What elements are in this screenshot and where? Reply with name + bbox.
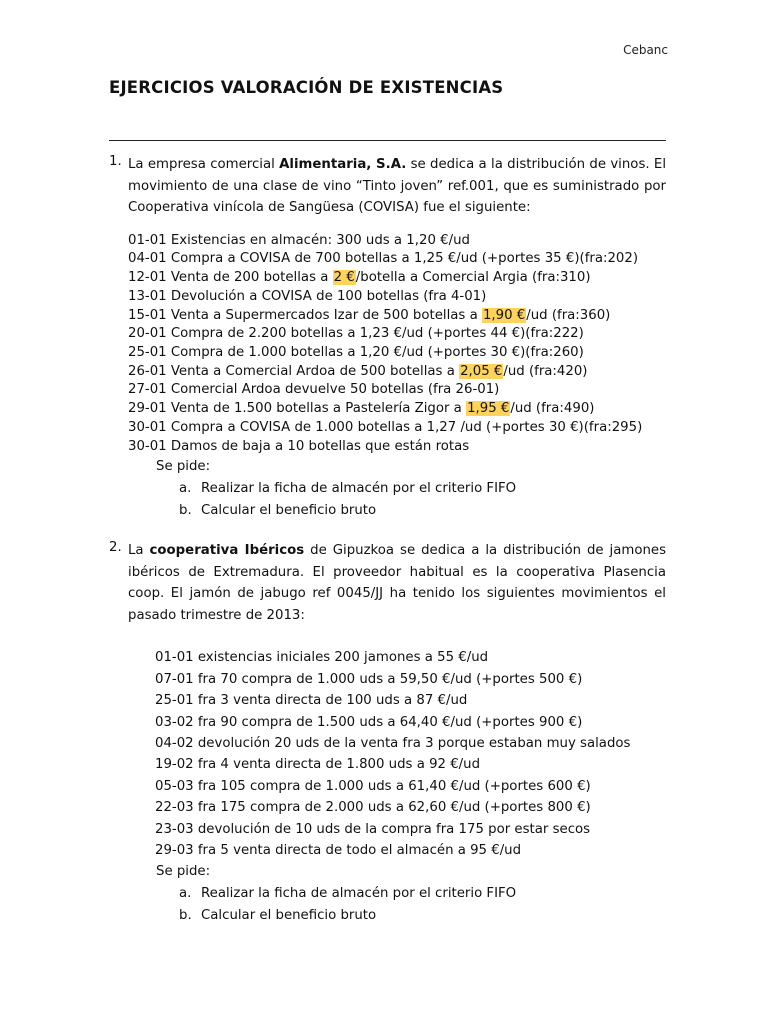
movement-text-end: /botella a Comercial Argia (fra:310) — [355, 270, 591, 286]
intro-text: se dedica a la distribución de vinos. El movimiento de una clase de vino “Tinto joven” ref.001, que es suministrado por Cooperativa vinícola de Sangüesa (COVISA) fue el siguiente: — [128, 157, 667, 216]
task-item — [179, 905, 666, 927]
task-item — [179, 478, 666, 500]
movement-row — [155, 819, 666, 840]
movement-text: 22-03 fra 175 compra de 2.000 uds a 62,60 €/ud (+portes 800 €) — [155, 800, 591, 816]
task-letter: a. — [179, 481, 192, 497]
movement-row — [128, 363, 666, 382]
task-list — [109, 883, 666, 927]
movement-text: 27-01 Comercial Ardoa devuelve 50 botellas (fra 26-01) — [128, 382, 500, 398]
movements-list — [155, 647, 666, 861]
movement-row — [128, 381, 666, 400]
movement-text: 01-01 existencias iniciales 200 jamones a 55 €/ud — [155, 650, 489, 666]
bold-name: Alimentaria, S.A. — [279, 157, 407, 172]
task-item — [179, 883, 666, 905]
movement-text: 30-01 Compra a COVISA de 1.000 botellas a 1,27 /ud (+portes 30 €)(fra:295) — [128, 419, 643, 435]
movement-row — [128, 288, 666, 307]
intro-text: La empresa comercial — [128, 157, 280, 172]
exercise-2 — [109, 540, 666, 927]
movement-row — [155, 733, 666, 754]
se-pide-label: Se pide: — [156, 459, 211, 475]
movement-text: 25-01 fra 3 venta directa de 100 uds a 87 €/ud — [155, 693, 468, 709]
movement-text: 03-02 fra 90 compra de 1.500 uds a 64,40 €/ud (+portes 900 €) — [155, 714, 583, 730]
movement-text-end: /ud (fra:490) — [510, 401, 595, 417]
movement-row — [128, 344, 666, 363]
task-text: Realizar la ficha de almacén por el criterio FIFO — [201, 481, 517, 497]
highlighted-price: 2,05 € — [460, 363, 503, 379]
movement-row — [155, 712, 666, 733]
task-letter: a. — [179, 886, 192, 902]
movement-row — [128, 307, 666, 326]
task-text: Calcular el beneficio bruto — [201, 503, 377, 519]
task-letter: b. — [179, 503, 192, 519]
movement-row — [128, 269, 666, 288]
movement-text: 26-01 Venta a Comercial Ardoa de 500 botellas a — [128, 363, 460, 379]
movement-row — [128, 325, 666, 344]
movement-row — [155, 776, 666, 797]
movements-list — [128, 232, 666, 456]
movement-row — [155, 647, 666, 668]
movement-text: 12-01 Venta de 200 botellas a — [128, 270, 333, 286]
movement-text: 23-03 devolución de 10 uds de la compra fra 175 por estar secos — [155, 821, 591, 837]
movement-text: 04-02 devolución 20 uds de la venta fra 3 porque estaban muy salados — [155, 736, 631, 751]
exercise-number: 1. — [109, 154, 122, 169]
exercise-number: 2. — [109, 540, 122, 555]
movement-row — [128, 419, 666, 438]
movement-text: 05-03 fra 105 compra de 1.000 uds a 61,40 €/ud (+portes 600 €) — [155, 778, 591, 794]
movement-row — [155, 840, 666, 861]
exercise-intro — [128, 540, 666, 626]
movement-row — [155, 690, 666, 711]
bold-name: cooperativa Ibéricos — [149, 543, 305, 558]
movement-text: 13-01 Devolución a COVISA de 100 botellas (fra 4-01) — [128, 288, 487, 304]
movement-text-end: /ud (fra:360) — [526, 307, 611, 323]
movement-text: 04-01 Compra a COVISA de 700 botellas a 1,25 €/ud (+portes 35 €)(fra:202) — [128, 251, 639, 267]
se-pide-label: Se pide: — [156, 864, 211, 880]
movement-row — [155, 669, 666, 690]
movement-text-end: /ud (fra:420) — [503, 363, 588, 379]
intro-text: La — [128, 543, 150, 558]
intro-text: de Gipuzkoa se dedica a la distribución de jamones ibéricos de Extremadura. El proveedor habitual es la cooperativa Plasencia coop. El jamón de jabugo ref 0045/JJ ha tenido los siguientes movimientos el pasado trimestre de 2013: — [128, 543, 666, 623]
movement-text: 01-01 Existencias en almacén: 300 uds a 1,20 €/ud — [128, 232, 470, 248]
task-list — [109, 478, 666, 522]
highlighted-price: 2 € — [333, 270, 355, 286]
highlighted-price: 1,90 € — [482, 307, 526, 323]
movement-text: 30-01 Damos de baja a 10 botellas que están rotas — [128, 438, 470, 454]
movement-text: 19-02 fra 4 venta directa de 1.800 uds a 92 €/ud — [155, 757, 481, 773]
movement-text: 15-01 Venta a Supermercados Izar de 500 botellas a — [128, 307, 482, 323]
movement-row — [128, 232, 666, 251]
movement-row — [128, 250, 666, 269]
task-text: Realizar la ficha de almacén por el criterio FIFO — [201, 886, 517, 902]
title-divider — [109, 140, 666, 141]
movement-row — [155, 797, 666, 818]
movement-row — [128, 400, 666, 419]
exercise-intro — [128, 154, 666, 219]
page-title: EJERCICIOS VALORACIÓN DE EXISTENCIAS — [109, 78, 504, 97]
header-company: Cebanc — [623, 43, 668, 57]
movement-text: 25-01 Compra de 1.000 botellas a 1,20 €/ud (+portes 30 €)(fra:260) — [128, 345, 584, 360]
movement-text: 29-03 fra 5 venta directa de todo el almacén a 95 €/ud — [155, 843, 522, 859]
movement-text: 29-01 Venta de 1.500 botellas a Pastelería Zigor a — [128, 401, 467, 417]
task-item — [179, 500, 666, 522]
task-text: Calcular el beneficio bruto — [201, 908, 377, 924]
movement-row — [128, 438, 666, 457]
exercise-1 — [109, 154, 666, 522]
highlighted-price: 1,95 € — [467, 401, 510, 417]
movement-row — [155, 754, 666, 775]
movement-text: 20-01 Compra de 2.200 botellas a 1,23 €/ud (+portes 44 €)(fra:222) — [128, 326, 584, 342]
movement-text: 07-01 fra 70 compra de 1.000 uds a 59,50 €/ud (+portes 500 €) — [155, 671, 583, 687]
task-letter: b. — [179, 908, 192, 924]
